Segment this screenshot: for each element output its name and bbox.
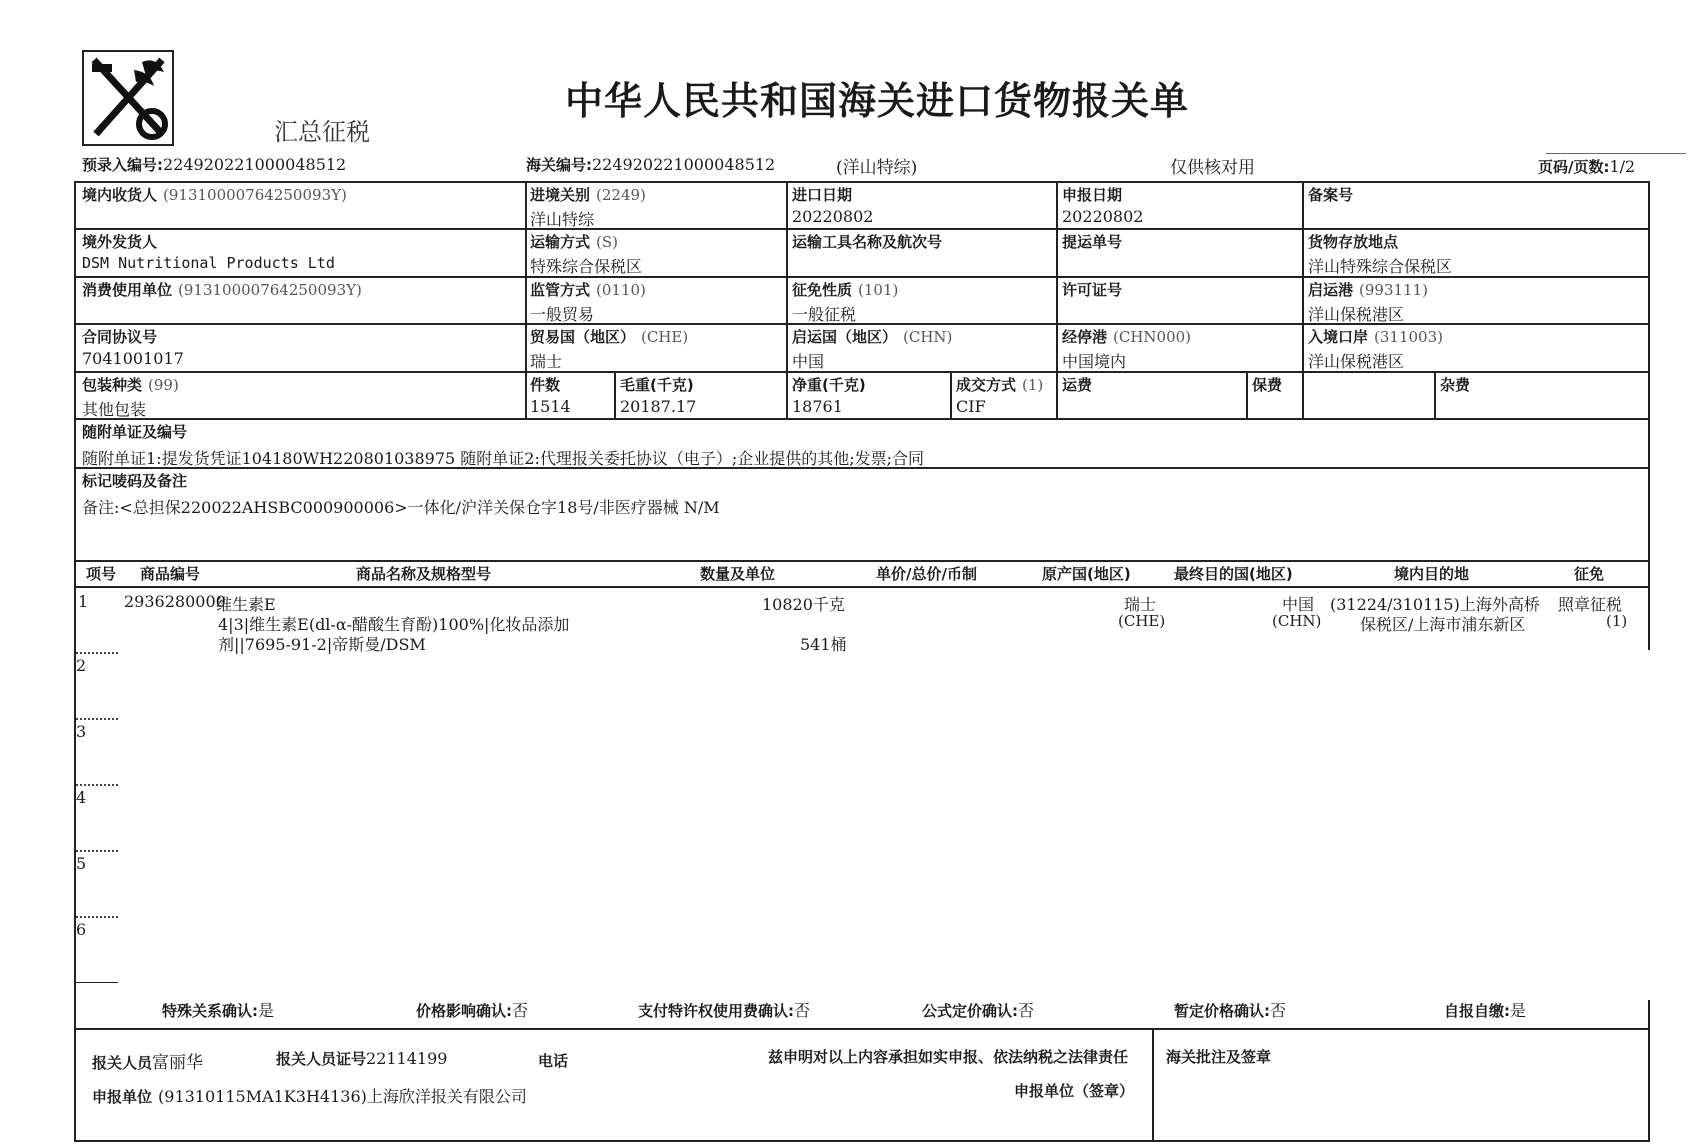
declare-unit-seal-label: 申报单位（签章） bbox=[1014, 1082, 1135, 1100]
goods-quantity-barrels: 541桶 bbox=[800, 635, 847, 654]
for-check-only: 仅供核对用 bbox=[1170, 158, 1255, 178]
goods-dest-code: (CHN) bbox=[1272, 612, 1322, 630]
goods-name: 维生素E bbox=[216, 595, 276, 614]
goods-header-origin: 原产国(地区) bbox=[1042, 565, 1131, 583]
goods-header-final-dest: 最终目的国(地区) bbox=[1174, 565, 1293, 583]
insurance-cell: 保费 bbox=[1252, 376, 1283, 394]
net-weight-cell: 净重(千克) 18761 bbox=[792, 376, 866, 416]
summary-tax-text: 汇总征税 bbox=[274, 118, 370, 146]
goods-hs-code: 2936280000 bbox=[124, 592, 226, 611]
page-indicator: 页码/页数:1/2 bbox=[1538, 157, 1636, 176]
consignee-cell: 境内收货人 (91310000764250093Y) bbox=[82, 186, 347, 204]
vessel-cell: 运输工具名称及航次号 bbox=[792, 233, 943, 251]
goods-levy: 照章征税 bbox=[1558, 595, 1623, 614]
customs-approval-label: 海关批注及签章 bbox=[1166, 1048, 1272, 1066]
contract-cell: 合同协议号 7041001017 bbox=[82, 328, 184, 368]
empty-row-no: 5 bbox=[76, 854, 87, 873]
port-name: (洋山特综) bbox=[836, 158, 918, 178]
record-no-cell: 备案号 bbox=[1308, 186, 1354, 204]
royalty-confirm: 支付特许权使用费确认:否 bbox=[638, 1001, 811, 1020]
goods-header-item-no: 项号 bbox=[86, 565, 117, 583]
special-relation-confirm: 特殊关系确认:是 bbox=[162, 1001, 275, 1020]
empty-row-no: 4 bbox=[76, 788, 87, 807]
goods-origin-code: (CHE) bbox=[1118, 612, 1166, 630]
goods-domestic-dest: (31224/310115)上海外高桥 bbox=[1330, 595, 1540, 614]
origin-country-cell: 启运国（地区） (CHN) 中国 bbox=[792, 328, 953, 371]
import-date-cell: 进口日期 20220802 bbox=[792, 186, 874, 226]
declare-date-cell: 申报日期 20220802 bbox=[1062, 186, 1144, 226]
goods-quantity-weight: 10820千克 bbox=[762, 595, 845, 614]
marks-remarks-cell: 标记唛码及备注 备注:<总担保220022AHSBC000900006>一体化/沪洋关保仓字18号/非医疗器械 N/M bbox=[82, 472, 720, 517]
goods-spec-line2: 剂||7695-91-2|帝斯曼/DSM bbox=[218, 635, 426, 654]
empty-row-no: 3 bbox=[76, 722, 87, 741]
phone-label: 电话 bbox=[538, 1052, 569, 1070]
freight-cell: 运费 bbox=[1062, 376, 1093, 394]
goods-dest: 中国 bbox=[1282, 595, 1315, 614]
goods-header-price: 单价/总价/币制 bbox=[876, 565, 977, 583]
customs-number: 海关编号:224920221000048512 bbox=[526, 155, 776, 174]
page-title: 中华人民共和国海关进口货物报关单 bbox=[565, 79, 1190, 123]
entry-office-cell: 进境关别 (2249) 洋山特综 bbox=[530, 186, 646, 229]
deal-mode-cell: 成交方式 (1) CIF bbox=[956, 376, 1044, 416]
declarant-id: 报关人员证号22114199 bbox=[276, 1049, 448, 1068]
pieces-cell: 件数 1514 bbox=[530, 376, 571, 416]
goods-levy-code: (1) bbox=[1606, 612, 1628, 630]
goods-domestic-dest-line2: 保税区/上海市浦东新区 bbox=[1360, 615, 1526, 634]
consumer-cell: 消费使用单位 (91310000764250093Y) bbox=[82, 281, 362, 299]
goods-header-levy: 征免 bbox=[1574, 565, 1605, 583]
goods-item-no: 1 bbox=[78, 592, 89, 611]
empty-row-no: 6 bbox=[76, 920, 87, 939]
price-impact-confirm: 价格影响确认:否 bbox=[416, 1001, 529, 1020]
consignor-cell: 境外发货人 DSM Nutritional Products Ltd bbox=[82, 233, 335, 272]
package-type-cell: 包装种类 (99) 其他包装 bbox=[82, 376, 179, 419]
entry-port-cell: 入境口岸 (311003) 洋山保税港区 bbox=[1308, 328, 1443, 371]
bill-no-cell: 提运单号 bbox=[1062, 233, 1123, 251]
declarant: 报关人员富丽华 bbox=[92, 1053, 204, 1073]
legal-statement: 兹申明对以上内容承担如实申报、依法纳税之法律责任 bbox=[768, 1048, 1129, 1066]
formula-pricing-confirm: 公式定价确认:否 bbox=[922, 1001, 1035, 1020]
gross-weight-cell: 毛重(千克) 20187.17 bbox=[620, 376, 697, 416]
goods-header-quantity: 数量及单位 bbox=[700, 565, 776, 583]
storage-cell: 货物存放地点 洋山特殊综合保税区 bbox=[1308, 233, 1453, 276]
goods-header-hs-code: 商品编号 bbox=[140, 565, 201, 583]
goods-header-name-spec: 商品名称及规格型号 bbox=[356, 565, 492, 583]
misc-fee-cell: 杂费 bbox=[1440, 376, 1471, 394]
transit-port-cell: 经停港 (CHN000) 中国境内 bbox=[1062, 328, 1192, 371]
declare-unit: 申报单位 (91310115MA1K3H4136)上海欣洋报关有限公司 bbox=[92, 1087, 527, 1106]
customs-emblem-logo bbox=[82, 50, 174, 146]
departure-port-cell: 启运港 (993111) 洋山保税港区 bbox=[1308, 281, 1428, 324]
exemption-cell: 征免性质 (101) 一般征税 bbox=[792, 281, 899, 324]
goods-spec-line1: 4|3|维生素E(dl-α-醋酸生育酚)100%|化妆品添加 bbox=[218, 615, 570, 634]
transport-mode-cell: 运输方式 (S) 特殊综合保税区 bbox=[530, 233, 643, 276]
self-declare-confirm: 自报自缴:是 bbox=[1444, 1001, 1527, 1020]
empty-row-no: 2 bbox=[76, 656, 87, 675]
license-cell: 许可证号 bbox=[1062, 281, 1123, 299]
provisional-price-confirm: 暂定价格确认:否 bbox=[1174, 1001, 1287, 1020]
goods-origin: 瑞士 bbox=[1124, 595, 1157, 614]
pre-entry-number: 预录入编号:224920221000048512 bbox=[82, 155, 347, 174]
supervision-cell: 监管方式 (0110) 一般贸易 bbox=[530, 281, 646, 324]
trade-country-cell: 贸易国（地区） (CHE) 瑞士 bbox=[530, 328, 689, 371]
goods-header-domestic-dest: 境内目的地 bbox=[1394, 565, 1470, 583]
attached-docs-cell: 随附单证及编号 随附单证1:提发货凭证104180WH220801038975 随附单证2:代理报关委托协议（电子）;企业提供的其他;发票;合同 bbox=[82, 423, 925, 468]
